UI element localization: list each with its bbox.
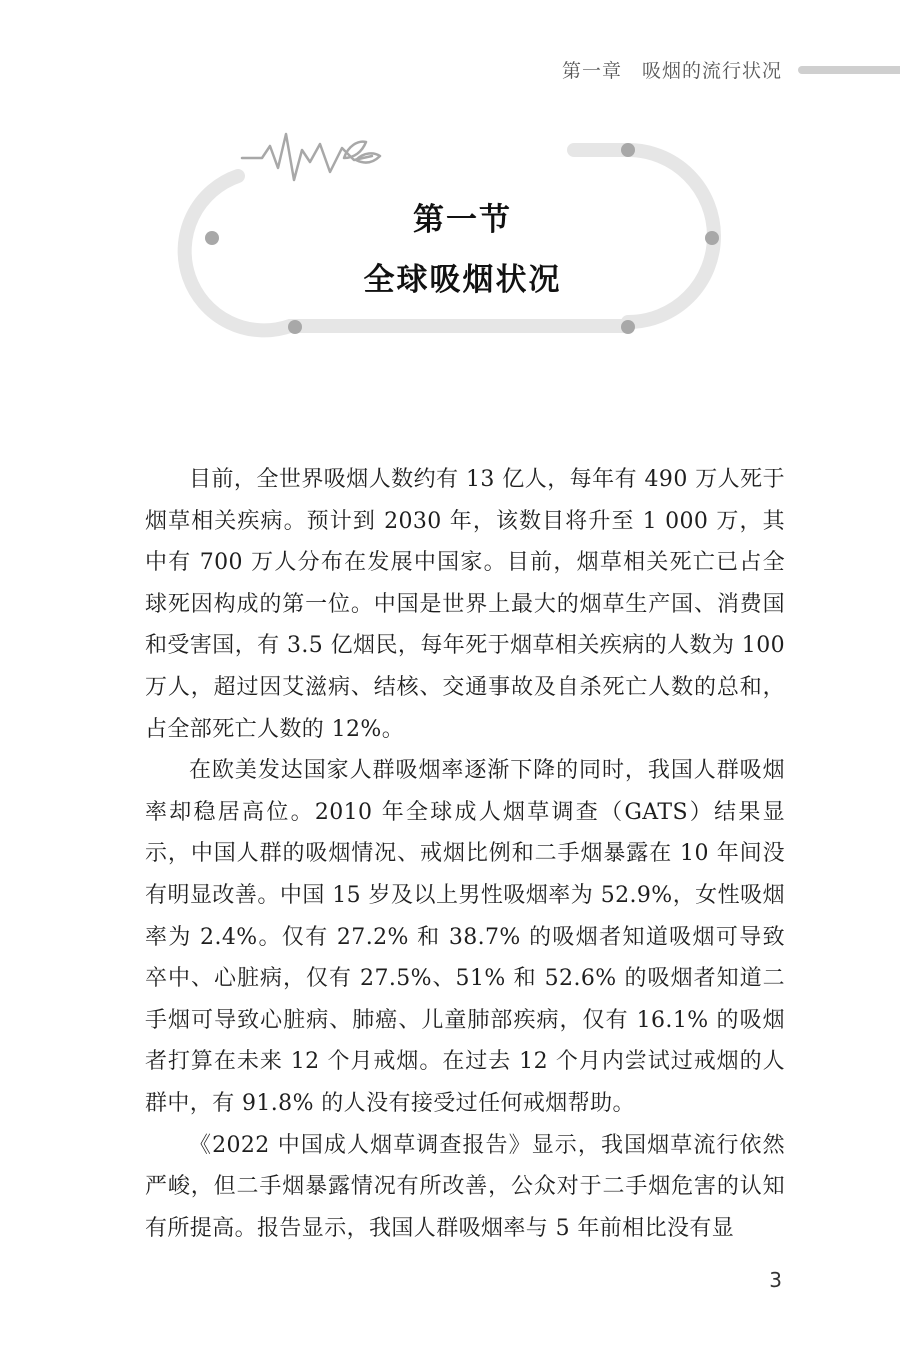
paragraph: 《2022 中国成人烟草调查报告》显示，我国烟草流行依然严峻，但二手烟暴露情况有所改善，公众对于二手烟危害的认知有所提高。报告显示，我国人群吸烟率与 5 年前相比没有显 bbox=[145, 1132, 785, 1241]
paragraph: 在欧美发达国家人群吸烟率逐渐下降的同时，我国人群吸烟率却稳居高位。2010 年全球成人烟草调查（GATS）结果显示，中国人群的吸烟情况、戒烟比例和二手烟暴露在 10 年间没有明显改善。中国 15 岁及以上男性吸烟率为 52.9%，女性吸烟率为 2.4%。仅有 27.2% 和 38.7% 的吸烟者知道吸烟可导致卒中、心脏病，仅有 27.5%、51% 和 52.6% 的吸烟者知道二手烟可导致心脏病、肺癌、儿童肺部疾病，仅有 16.1% 的吸烟者打算在未来 12 个月戒烟。在过去 12 个月内尝试过戒烟的人群中，有 91.8% 的人没有接受过任何戒烟帮助。 bbox=[145, 758, 785, 1116]
frame-dot bbox=[621, 320, 635, 334]
paragraph: 目前，全世界吸烟人数约有 13 亿人，每年有 490 万人死于烟草相关疾病。预计到 2030 年，该数目将升至 1 000 万，其中有 700 万人分布在发展中国家。目前，烟草相关死亡已占全球死因构成的第一位。中国是世界上最大的烟草生产国、消费国和受害国，有 3.5 亿烟民，每年死于烟草相关疾病的人数为 100 万人，超过因艾滋病、结核、交通事故及自杀死亡人数的总和，占全部死亡人数的 12%。 bbox=[145, 467, 785, 742]
section-number: 第一节 bbox=[413, 202, 512, 238]
heartbeat-leaf-icon bbox=[242, 134, 380, 180]
section-title: 全球吸烟状况 bbox=[363, 262, 562, 298]
frame-dot bbox=[621, 143, 635, 157]
frame-dot bbox=[288, 320, 302, 334]
body-text bbox=[145, 459, 785, 1249]
running-header: 第一章 吸烟的流行状况 bbox=[561, 60, 782, 82]
page-number: 3 bbox=[769, 1268, 782, 1292]
